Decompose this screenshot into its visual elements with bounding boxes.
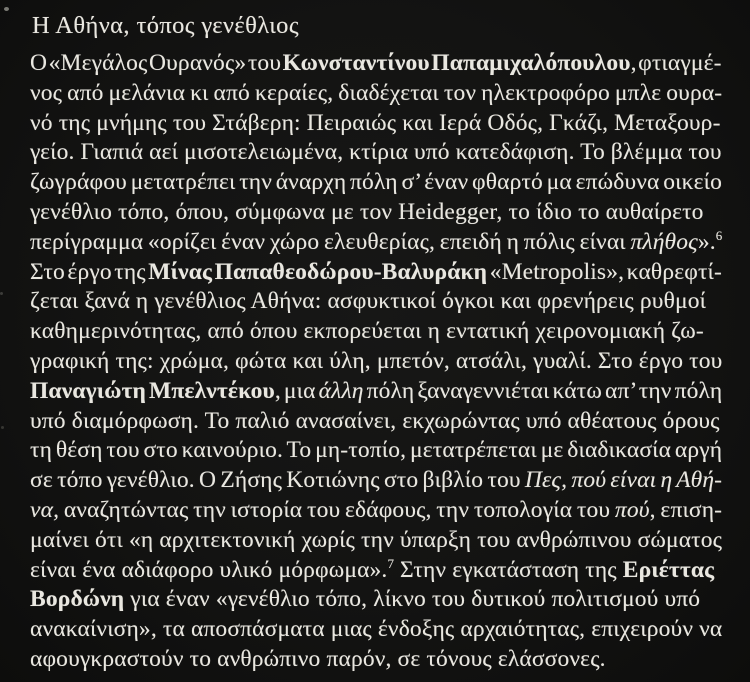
text-run: σε τόπο γενέθλιο. Ο Ζήσης Κοτιώνης στο βιβλίο του	[30, 467, 525, 494]
text-line	[30, 287, 722, 317]
text-run: 7	[387, 555, 394, 571]
text-run: για έναν «γενέθλιο τόπο, λίκνο του δυτικού πολιτισμού υπό	[124, 586, 701, 613]
text-run: καθημερινότητας, από όπου εκπορεύεται η εντατική χειρονομιακή ζω-	[30, 318, 704, 345]
text-run: γραφική της: χρώμα, φώτα και ύλη, μπετόν, ατσάλι, γυαλί. Στο έργο του	[30, 347, 723, 374]
text-run: αναζητώντας την ιστορία του εδάφους, την τοπολογία του	[59, 496, 615, 523]
text-line	[30, 198, 722, 228]
text-run: Στο έργο της	[30, 258, 149, 285]
text-line	[30, 228, 722, 258]
text-line	[30, 258, 722, 288]
body-text	[30, 49, 722, 675]
text-line	[30, 49, 722, 79]
text-run: ανακαίνιση», τα αποσπάσματα μιας ένδοξης αρχαιότητας, επιχειρούν να	[30, 616, 723, 643]
text-line	[30, 79, 722, 109]
text-line	[30, 466, 722, 496]
text-run: γενέθλιο τόπο, όπου, σύμφωνα με τον Heidegger, το ίδιο το αυθαίρετο	[30, 198, 704, 225]
text-run: πόλη ξαναγεννιέται κάτω απ’ την πόλη	[363, 377, 723, 404]
text-line	[30, 347, 722, 377]
text-line	[30, 377, 722, 407]
text-line	[30, 645, 722, 675]
text-line	[30, 317, 722, 347]
text-run: περίγραμμα «ορίζει έναν χώρο ελευθερίας, επειδή η πόλις είναι	[30, 228, 631, 255]
text-run: Μίνας Παπαθεοδώρου-Βαλυράκη	[148, 258, 488, 285]
text-line	[30, 615, 722, 645]
text-run: Βορδώνη	[30, 586, 125, 613]
text-line	[30, 526, 722, 556]
text-run: μαίνει ότι «η αρχιτεκτονική χωρίς την ύπαρξη του ανθρώπινου σώματος	[30, 526, 723, 553]
text-run: αφουγκραστούν το ανθρώπινο παρόν, σε τόνους ελάσσονες.	[30, 645, 606, 672]
text-run: ».	[697, 228, 716, 255]
text-line	[30, 585, 722, 615]
text-run: να,	[30, 496, 60, 523]
text-run: ζωγράφου μετατρέπει την άναρχη πόλη σ’ έναν φθαρτό μα επώδυνα οικείο	[30, 169, 722, 196]
text-run: πλήθος	[630, 228, 698, 255]
scan-speck	[4, 7, 9, 11]
text-run: τη θέση του στο καινούριο. Το μη-τοπίο, μετατρέπεται με διαδικασία αργή	[30, 437, 723, 464]
text-run: Πες, πού είναι η Αθή-	[524, 467, 723, 494]
text-run: , επιση-	[649, 496, 723, 523]
text-line	[30, 109, 722, 139]
text-line	[30, 436, 722, 466]
page-title: Η Αθήνα, τόπος γενέθλιος	[32, 12, 299, 39]
text-run: Ο «Μεγάλος Ουρανός» του	[30, 50, 283, 76]
text-line	[30, 168, 722, 198]
text-line	[30, 556, 722, 586]
text-run: , φτιαγμέ-	[630, 50, 722, 76]
text-run: Στην εγκατάσταση της	[393, 556, 623, 583]
scan-speck	[0, 292, 3, 295]
text-run: γείο. Γιαπιά αεί μισοτελειωμένα, κτίρια υπό κατεδάφιση. Το βλέμμα του	[30, 139, 722, 166]
text-run: Παναγιώτη Μπελντέκου	[30, 377, 275, 404]
text-run: 6	[715, 227, 723, 243]
text-line	[30, 138, 722, 168]
text-run: Εριέττας	[622, 556, 715, 583]
scan-speck	[1, 426, 4, 429]
text-line	[30, 496, 722, 526]
text-run: νος από μελάνια κι από κεραίες, διαδέχεται τον ηλεκτροφόρο μπλε ουρα-	[30, 79, 723, 106]
text-run: πού	[614, 496, 650, 523]
text-run: νό της μνήμης του Στάβερη: Πειραιώς και Ιερά Οδός, Γκάζι, Μεταξουρ-	[30, 109, 721, 136]
text-run: είναι ένα αδιάφορο υλικό μόρφωμα».	[30, 556, 388, 583]
text-run: «Metropolis», καθρεφτί-	[487, 258, 722, 285]
text-run: , μια	[274, 377, 319, 404]
text-run: ζεται ξανά η γενέθλιος Αθήνα: ασφυκτικοί όγκοι και φρενήρεις ρυθμοί	[30, 288, 707, 315]
text-run: Κωνσταντίνου Παπαμιχαλόπουλου	[282, 50, 631, 76]
text-run: άλλη	[318, 377, 364, 404]
text-line	[30, 407, 722, 437]
text-run: υπό διαμόρφωση. Το παλιό ανασαίνει, εκχωρώντας υπό αθέατους όρους	[30, 407, 720, 434]
